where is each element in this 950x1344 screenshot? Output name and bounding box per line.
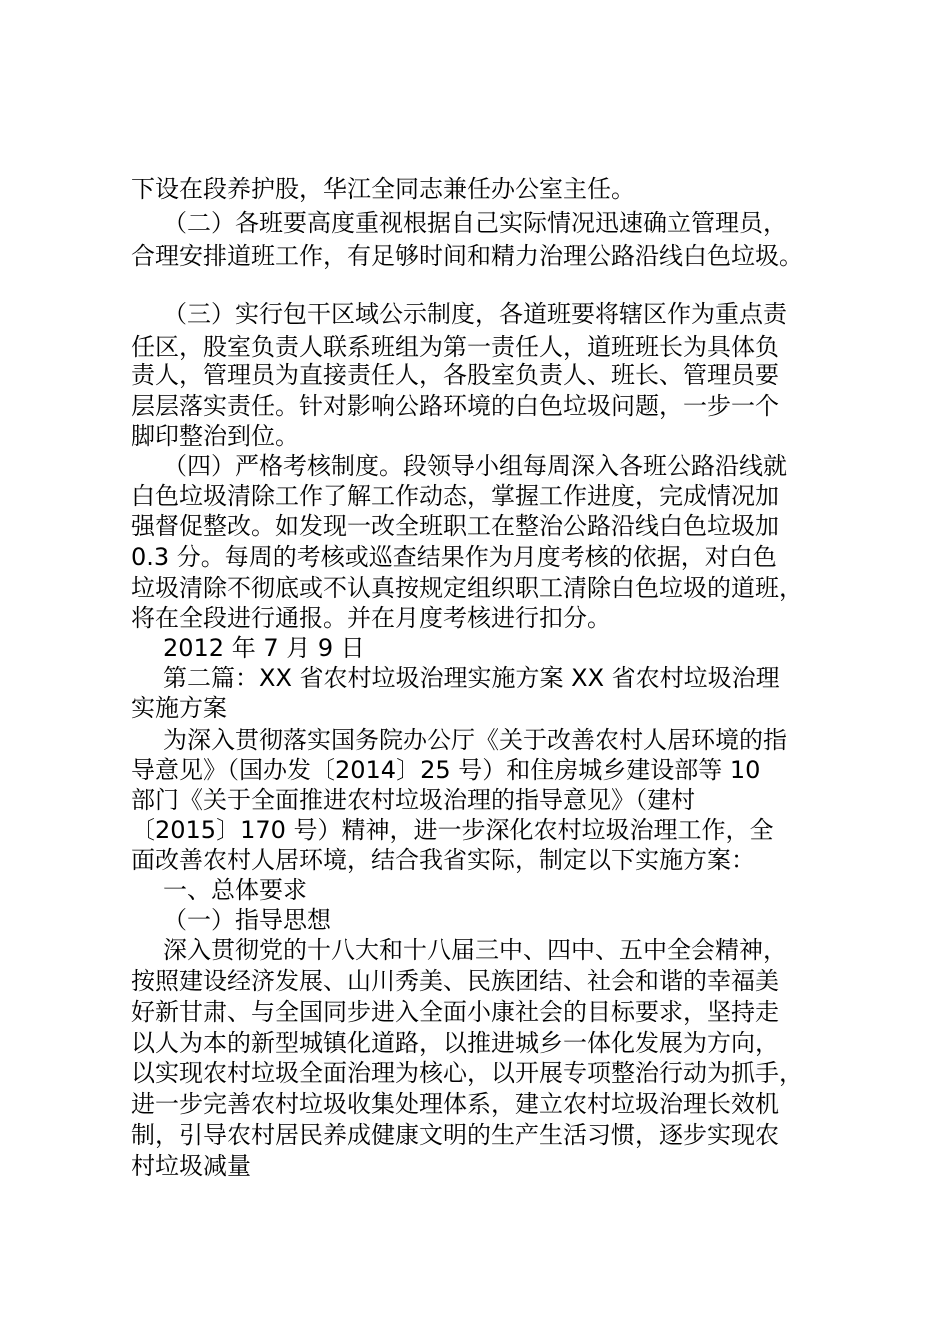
text-line: （四）严格考核制度。段领导小组每周深入各班公路沿线就: [163, 452, 787, 480]
text-line: 部门《关于全面推进农村垃圾治理的指导意见》（建村: [131, 786, 695, 814]
section-heading-cont: 实施方案: [131, 694, 227, 722]
text-line: 下设在段养护股，华江全同志兼任办公室主任。: [131, 175, 635, 203]
text-line: 〔2015〕170 号）精神，进一步深化农村垃圾治理工作，全: [131, 816, 774, 844]
text-line: （三）实行包干区域公示制度，各道班要将辖区作为重点责: [163, 300, 787, 328]
text-line: 深入贯彻党的十八大和十八届三中、四中、五中全会精神，: [163, 936, 787, 964]
text-line: 任区，股室负责人联系班组为第一责任人，道班班长为具体负: [131, 333, 779, 361]
subheading: （一）指导思想: [163, 906, 331, 934]
text-line: 脚印整治到位。: [131, 422, 299, 450]
text-line: 垃圾清除不彻底或不认真按规定组织职工清除白色垃圾的道班，: [131, 574, 803, 602]
text-line: 导意见》（国办发〔2014〕25 号）和住房城乡建设部等 10: [131, 756, 761, 784]
text-line: 为深入贯彻落实国务院办公厅《关于改善农村人居环境的指: [163, 726, 787, 754]
text-line: 责人，管理员为直接责任人，各股室负责人、班长、管理员要: [131, 361, 779, 389]
text-line: 0.3 分。每周的考核或巡查结果作为月度考核的依据，对白色: [131, 543, 777, 571]
text-line: 将在全段进行通报。并在月度考核进行扣分。: [131, 604, 611, 632]
text-line: （二）各班要高度重视根据自己实际情况迅速确立管理员，: [163, 209, 787, 237]
text-line: 面改善农村人居环境，结合我省实际，制定以下实施方案：: [131, 846, 755, 874]
text-line: 强督促整改。如发现一改全班职工在整治公路沿线白色垃圾加: [131, 512, 779, 540]
text-line: 村垃圾减量: [131, 1152, 251, 1180]
text-line: 好新甘肃、与全国同步进入全面小康社会的目标要求，坚持走: [131, 998, 779, 1026]
text-line: 以实现农村垃圾全面治理为核心，以开展专项整治行动为抓手，: [131, 1059, 803, 1087]
text-line: 进一步完善农村垃圾收集处理体系，建立农村垃圾治理长效机: [131, 1090, 779, 1118]
text-line: 合理安排道班工作，有足够时间和精力治理公路沿线白色垃圾。: [131, 242, 803, 270]
text-line: 层层落实责任。针对影响公路环境的白色垃圾问题，一步一个: [131, 392, 779, 420]
section-heading: 第二篇：XX 省农村垃圾治理实施方案 XX 省农村垃圾治理: [163, 664, 780, 692]
text-line: 按照建设经济发展、山川秀美、民族团结、社会和谐的幸福美: [131, 967, 779, 995]
document-date: 2012 年 7 月 9 日: [163, 634, 365, 662]
subheading: 一、总体要求: [163, 876, 307, 904]
text-line: 制，引导农村居民养成健康文明的生产生活习惯，逐步实现农: [131, 1121, 779, 1149]
text-line: 以人为本的新型城镇化道路，以推进城乡一体化发展为方向，: [131, 1029, 779, 1057]
text-line: 白色垃圾清除工作了解工作动态，掌握工作进度，完成情况加: [131, 482, 779, 510]
